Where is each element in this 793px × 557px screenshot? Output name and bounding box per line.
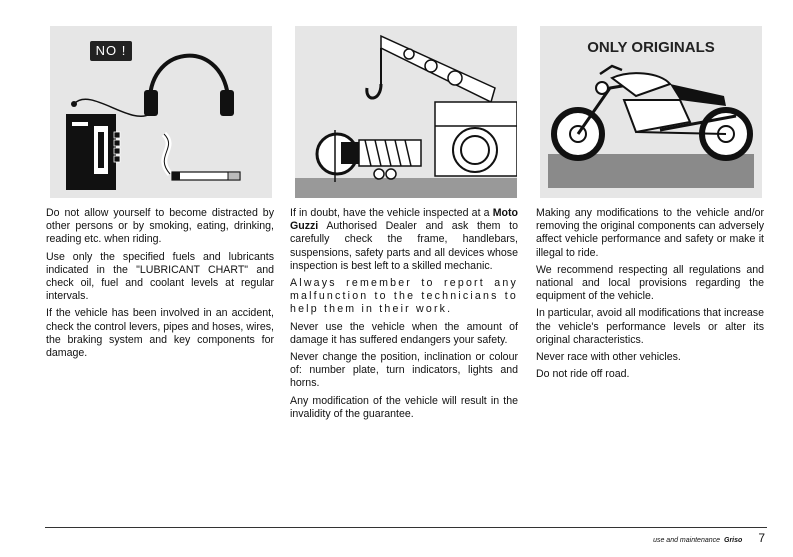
paragraph-inspection <box>290 207 518 273</box>
brand-name: Moto Guzzi <box>290 207 518 233</box>
paragraph-damage: Never use the vehicle when the amount of damage it has suffered endangers your safety. <box>290 320 518 346</box>
distraction-illustration <box>50 26 272 198</box>
paragraph-performance: In particular, avoid all modifications that increase the vehicle's performance levels or alter its original characteristics. <box>536 307 764 346</box>
headphones-radio-cigarette-drawing <box>50 26 272 198</box>
inspection-text-a: If in doubt, have the vehicle inspected at a <box>290 207 493 219</box>
paragraph-regulations: We recommend respecting all regulations and national and local provisions regarding the equipment of the vehicle. <box>536 263 764 303</box>
footer-divider <box>45 527 767 528</box>
tow-truck-drawing <box>295 26 517 198</box>
paragraph-accident: If the vehicle has been involved in an accident, check the control levers, pipes and hoses, wires, the braking system and key components for damage. <box>46 307 274 360</box>
only-originals-title: ONLY ORIGINALS <box>587 39 715 56</box>
paragraph-modifications: Making any modifications to the vehicle and/or removing the original components can adversely affect vehicle performance and safety or make it illegal to ride. <box>536 207 764 259</box>
only-originals-illustration <box>540 26 762 198</box>
inspection-text-b: Authorised Dealer and ask them to carefully check the frame, handlebars, suspensions, safety parts and all devices whose inspection is best left to a skilled mechanic. <box>290 220 518 272</box>
paragraph-off-road: Do not ride off road. <box>536 368 630 381</box>
paragraph-race: Never race with other vehicles. <box>536 351 681 364</box>
paragraph-report: Always remember to report any malfunction to the technicians to help them in their work. <box>290 277 518 316</box>
no-badge: NO ! <box>90 41 132 61</box>
footer-model: Griso <box>724 537 743 544</box>
paragraph-guarantee: Any modification of the vehicle will result in the invalidity of the guarantee. <box>290 394 518 420</box>
middle-column <box>290 207 518 425</box>
tow-truck-illustration <box>295 26 517 198</box>
paragraph-distraction: Do not allow yourself to become distracted by other persons or by smoking, eating, drinking, reading etc. when riding. <box>46 207 274 246</box>
footer-section: use and maintenance <box>653 537 721 544</box>
paragraph-position: Never change the position, inclination or colour of: number plate, turn indicators, lights and horns. <box>290 351 518 390</box>
paragraph-fuels: Use only the specified fuels and lubricants indicated in the "LUBRICANT CHART" and check oil, fuel and coolant levels at regular intervals. <box>46 250 274 303</box>
motorcycle-drawing <box>540 26 762 198</box>
right-column <box>536 207 764 385</box>
page-footer <box>653 531 765 545</box>
left-column <box>46 207 274 364</box>
page-number: 7 <box>758 531 765 545</box>
